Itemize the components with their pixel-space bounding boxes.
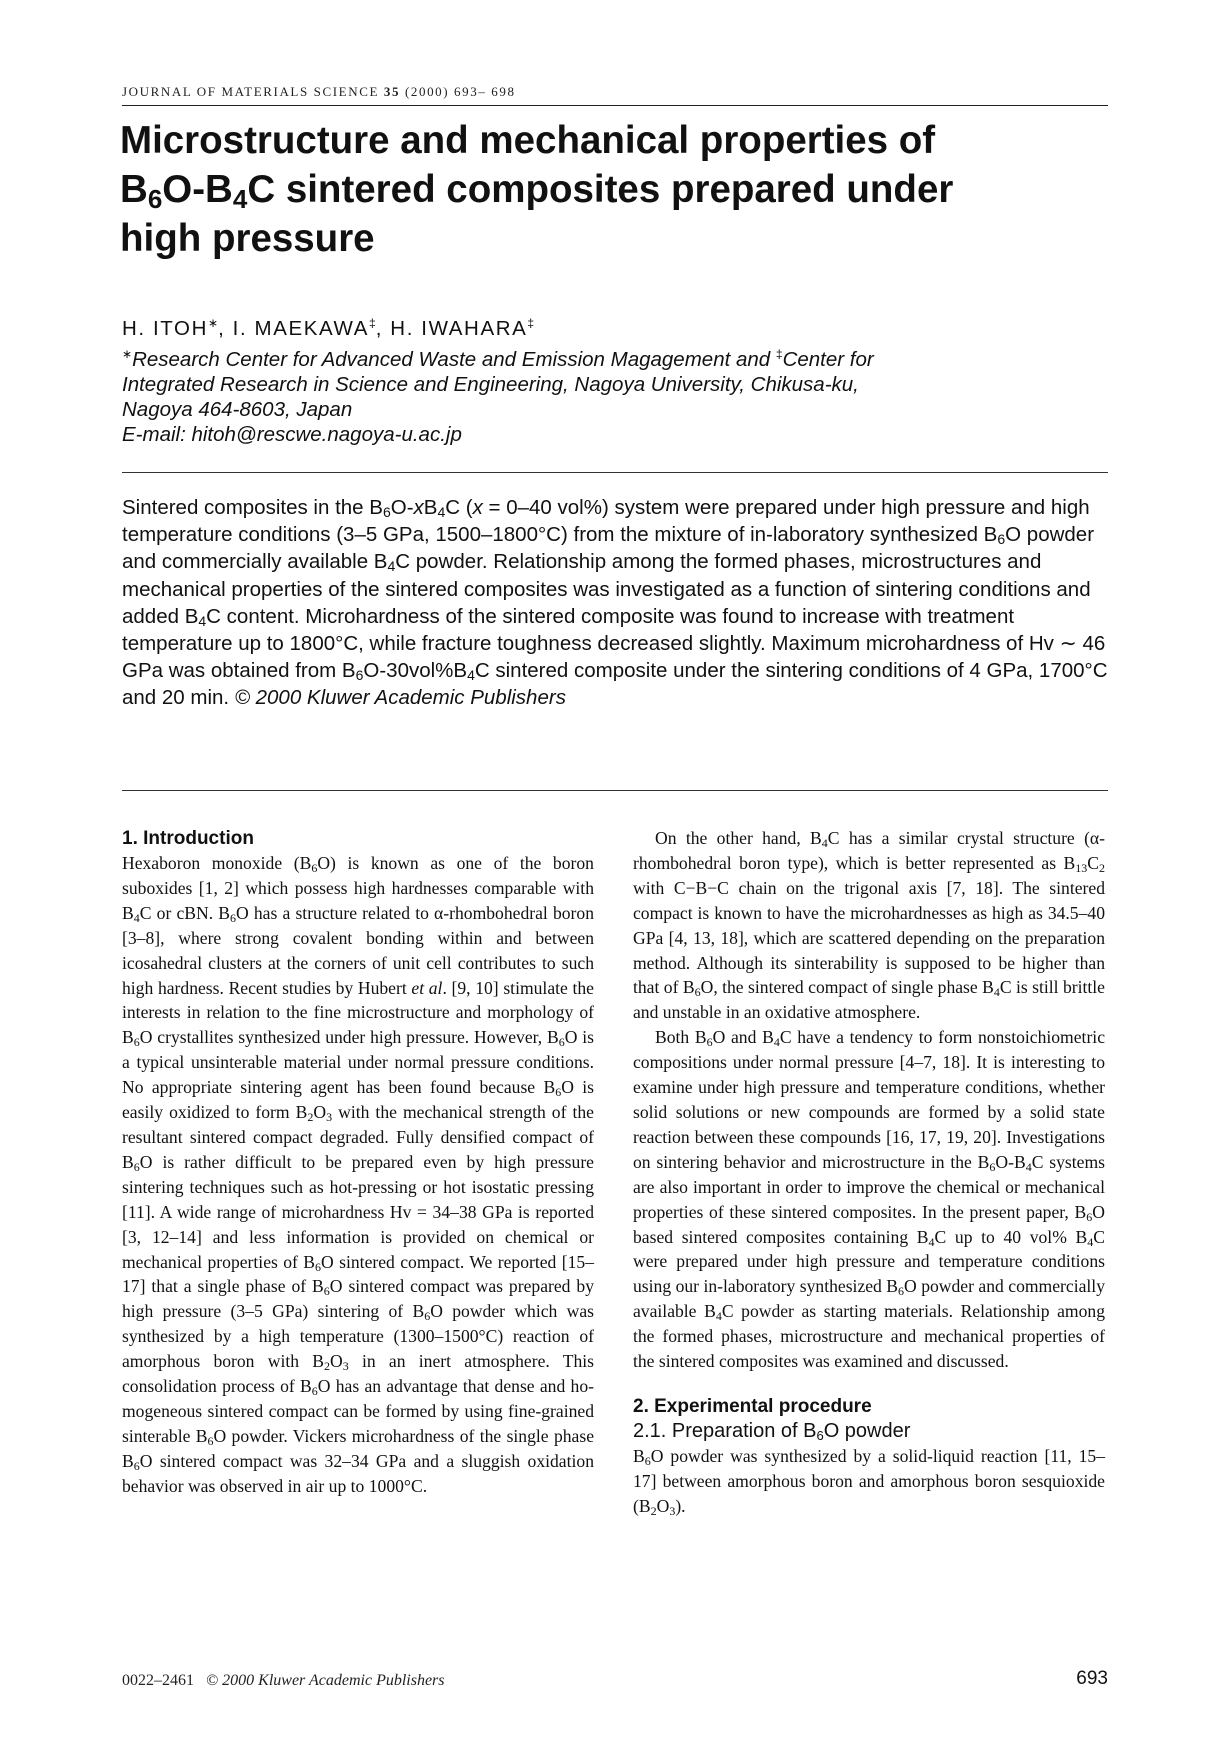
subsection-heading-preparation: 2.1. Preparation of $B_6O$ powder [633,1419,911,1443]
author-affiliation-mark: ‡ [527,316,535,330]
author-name: I. MAEKAWA [232,317,370,340]
journal-name: JOURNAL OF MATERIALS SCIENCE [122,84,380,99]
experimental-paragraph-1: $B_6O$ powder was synthesized by a solid-liquid reaction [11, 15–17] between amorphous boron and amorphous boron sesquioxide $(B_2O_3)$. [633,1445,1105,1518]
left-column [122,826,594,1499]
author-affiliation-mark: ∗ [208,316,219,330]
affiliation [122,342,1108,447]
affiliation-line-2: Integrated Research in Science and Engineering, Nagoya University, Chikusa-ku, [122,373,859,396]
affiliation-line-3: Nagoya 464-8603, Japan [122,398,353,421]
author-list: H. ITOH∗, I. MAEKAWA‡, H. IWAHARA‡ [122,316,535,340]
abstract-top-rule [122,472,1108,473]
abstract-bottom-rule [122,790,1108,791]
author-name: H. IWAHARA [390,317,528,340]
right-column [633,826,1105,1519]
intro-paragraph-2: On the other hand, $B_4C$ has a similar crystal structure (α-rhombohedral boron type), which is better represented as $B_{13}C_2$ with C−B−C chain on the trigonal axis [7, 18]. The sintered compact is known to have the microhardnesses as high as 34.5–40 GPa [4, 13, 18], which are scattered depending on the preparation method. Although its sinterability is supposed to be higher than that of $B_6O$, the sintered compact of single phase $B_4C$ is still brittle and unstable in an oxidative atmosphere. [633,828,1106,1023]
intro-paragraph-1: Hexaboron monoxide $(B_6O)$ is known as one of the boron suboxides [1, 2] which possess high hardnesses comparable with $B_4C$ or cBN. $B_6O$ has a structure related to α-rhombohedral boron [3–8], where strong covalent bonding within and between icosahedral clusters at the corners of unit cell contributes to such high hardness. Recent studies by Hubert et al. [9, 10] stimulate the interests in relation to the fine microstructure and morphology of $B_6O$ crystallites synthesized under high pressure. However, $B_6O$ is a typical unsinterable material under normal pressure conditions. No appropriate sintering agent has been found because $B_6O$ is easily oxidized to form $B_2O_3$ with the mechanical strength of the resultant sintered compact degraded. Fully densified compact of $B_6O$ is rather difficult to be prepared even by high pressure sintering techniques such as hot-pressing or hot isostatic pressing [11]. A wide range of microhardness Hv = 34–38 GPa is reported [3, 12–14] and less information is provided on chemical or mechanical properties of $B_6O$ sintered compact. We reported [15–17] that a single phase of $B_6O$ sintered compact was prepared by high pressure (3–5 GPa) sintering of $B_6O$ powder which was synthesized by a high temperature (1300–1500°C) reaction of amorphous boron with $B_2O_3$ in an inert atmosphere. This consolidation process of $B_6O$ has an advantage that dense and homogeneous sintered compact can be formed by using fine-grained sinterable $B_6O$ powder. Vickers microhardness of the single phase $B_6O$ sintered compact was 32–34 GPa and a sluggish oxidation behavior was observed in air up to 1000°C. [122,853,595,1496]
author-name: H. ITOH [122,317,208,340]
paper-title [120,116,1120,263]
title-line-3: high pressure [120,217,375,260]
section-gap [633,1374,1105,1394]
affiliation-text-1b: Center for [782,348,874,371]
email: E-mail: hitoh@rescwe.nagoya-u.ac.jp [122,423,462,446]
journal-volume: 35 [383,84,401,99]
page-number: 693 [1076,1668,1108,1689]
affiliation-mark-1: ∗ [122,347,133,361]
section-heading-introduction: 1. Introduction [122,828,254,849]
running-head [122,84,1108,106]
author-affiliation-mark: ‡ [369,316,376,330]
section-heading-experimental: 2. Experimental procedure [633,1395,872,1417]
issn-code: 0022–2461 [122,1672,194,1689]
intro-paragraph-3: Both $B_6O$ and $B_4C$ have a tendency to form nonstoichiometric compositions under normal pressure [4–7, 18]. It is interesting to examine under high pressure and temperature conditions, whether solid solutions or new compounds are formed by a solid state reaction between these compounds [16, 17, 19, 20]. Investigations on sintering behavior and microstructure in the $B_6O-B_4C$ systems are also important in order to improve the chemical or mechanical properties of these sintered composites. In the present paper, $B_6O$ based sintered composites containing $B_4C$ up to 40 vol% $B_4C$ were prepared under high pressure and temperature conditions using our in-laboratory synthesized $B_6O$ powder and commercially available $B_4C$ powder as starting materials. Relationship among the formed phases, microstructure and mechanical properties of the sintered composites was examined and discussed. [633,1027,1105,1372]
affiliation-mark-2: ‡ [775,347,783,361]
journal-year-pages: (2000) 693– 698 [404,84,516,99]
affiliation-text-1a: Research Center for Advanced Waste and Emission Magagement and [132,348,776,371]
affiliation-line-1 [122,342,1108,372]
footer-publisher: © 2000 Kluwer Academic Publishers [206,1672,445,1689]
title-line-2: $B_6O-B_4C$ sintered composites prepared under [120,168,954,214]
footer-left [122,1672,445,1690]
abstract: Sintered composites in the $B_6O-xB_4C$ (x = 0–40 vol%) system were prepared under high pressure and high temperature conditions (3–5 GPa, 1500–1800°C) from the mixture of in-laboratory synthesized $B_6O$ powder and commercially available $B_4C$ powder. Relationship among the formed phases, microstructures and mechanical properties of the sintered composites was investigated as a function of sintering conditions and added $B_4C$ content. Microhardness of the sintered composite was found to increase with treatment temperature up to 1800°C, while fracture toughness decreased slightly. Maximum microhardness of Hv ∼ 46 GPa was obtained from $B_6O-30vol\%B_4C$ sintered composite under the sintering conditions of 4 GPa, 1700°C and 20 min. © 2000 Kluwer Academic Publishers [122,496,1108,710]
title-line-1: Microstructure and mechanical properties of [120,119,936,162]
